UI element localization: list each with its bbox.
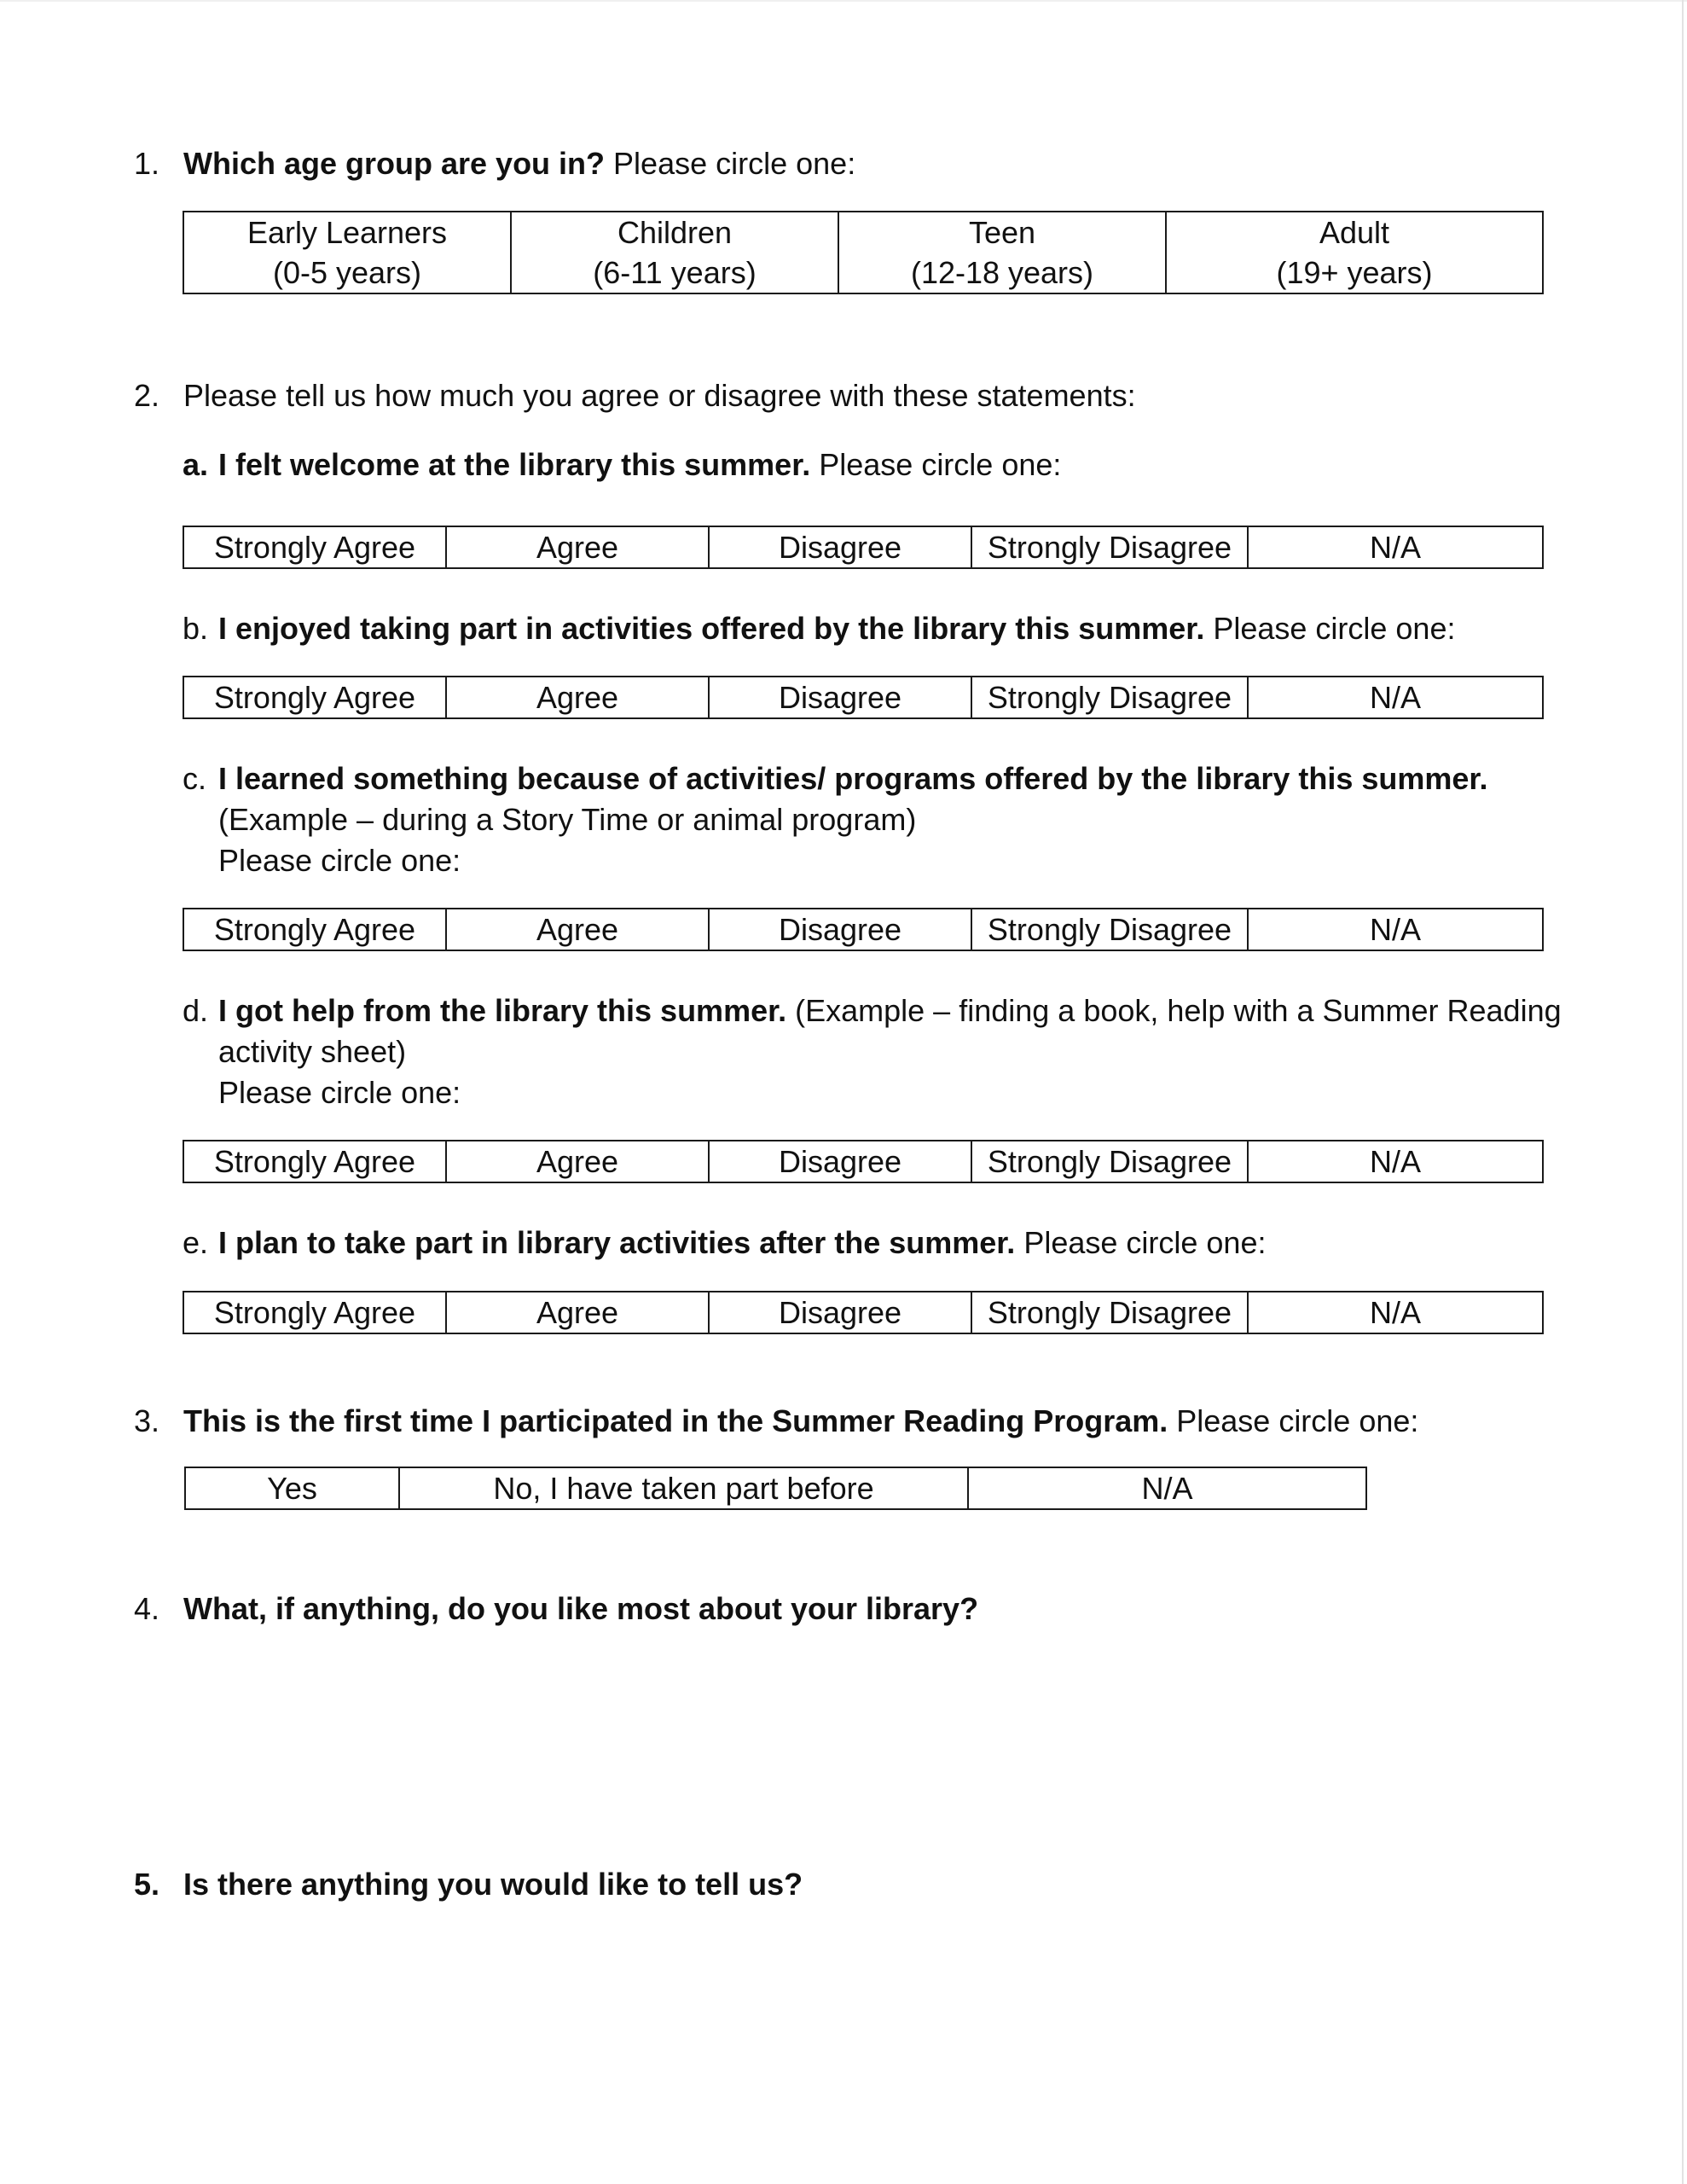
option-yes[interactable]: Yes	[185, 1467, 399, 1509]
option-disagree[interactable]: Disagree	[709, 909, 971, 950]
question-1-number: 1.	[134, 146, 160, 181]
option-strongly-disagree[interactable]: Strongly Disagree	[971, 1141, 1248, 1182]
statement-d-example: (Example – finding a book, help with a Summer Reading	[786, 993, 1562, 1028]
age-option-range: (19+ years)	[1276, 255, 1433, 290]
statement-d-instruction: Please circle one:	[218, 1075, 461, 1110]
page-right-edge	[1682, 0, 1684, 2184]
statement-b	[183, 608, 1455, 649]
question-2	[134, 375, 1136, 416]
option-na[interactable]: N/A	[1248, 909, 1543, 950]
question-3-number: 3.	[134, 1403, 160, 1438]
option-strongly-disagree[interactable]: Strongly Disagree	[971, 909, 1248, 950]
statement-d	[183, 990, 1562, 1031]
age-option-early-learners[interactable]	[183, 212, 511, 293]
option-na[interactable]: N/A	[1248, 1141, 1543, 1182]
statement-e	[183, 1223, 1266, 1263]
option-strongly-agree[interactable]: Strongly Agree	[183, 1141, 446, 1182]
question-5	[134, 1864, 803, 1905]
option-strongly-agree[interactable]: Strongly Agree	[183, 526, 446, 568]
statement-c-bold: I learned something because of activities/ programs offered by the library this summer.	[218, 761, 1488, 796]
statement-b-letter: b.	[183, 611, 209, 646]
age-option-adult[interactable]	[1166, 212, 1543, 293]
statement-a-bold: I felt welcome at the library this summer.	[218, 447, 811, 482]
option-strongly-disagree[interactable]: Strongly Disagree	[971, 1292, 1248, 1333]
age-option-children[interactable]	[511, 212, 838, 293]
statement-d-example-cont: activity sheet)	[218, 1034, 407, 1069]
age-option-range: (0-5 years)	[272, 255, 422, 290]
likert-options-c	[183, 908, 1544, 951]
question-4-number: 4.	[134, 1591, 160, 1626]
option-disagree[interactable]: Disagree	[709, 1141, 971, 1182]
option-strongly-disagree[interactable]: Strongly Disagree	[971, 526, 1248, 568]
statement-d-bold: I got help from the library this summer.	[218, 993, 787, 1028]
option-na[interactable]: N/A	[1248, 526, 1543, 568]
likert-options-e	[183, 1291, 1544, 1334]
option-strongly-disagree[interactable]: Strongly Disagree	[971, 677, 1248, 718]
option-strongly-agree[interactable]: Strongly Agree	[183, 677, 446, 718]
likert-options-d	[183, 1140, 1544, 1183]
option-agree[interactable]: Agree	[446, 1141, 709, 1182]
option-disagree[interactable]: Disagree	[709, 1292, 971, 1333]
age-option-range: (6-11 years)	[593, 255, 757, 290]
question-4-bold: What, if anything, do you like most about your library?	[183, 1591, 979, 1626]
statement-b-instruction: Please circle one:	[1204, 611, 1456, 646]
statement-a-letter: a.	[183, 447, 209, 482]
statement-c-example: (Example – during a Story Time or animal program)	[218, 802, 917, 837]
statement-c-instruction: Please circle one:	[218, 843, 461, 878]
age-group-options	[183, 211, 1544, 294]
question-1-instruction: Please circle one:	[605, 146, 856, 181]
age-option-label: Teen	[968, 215, 1036, 250]
option-disagree[interactable]: Disagree	[709, 677, 971, 718]
option-agree[interactable]: Agree	[446, 526, 709, 568]
question-2-number: 2.	[134, 378, 160, 413]
option-na[interactable]: N/A	[1248, 1292, 1543, 1333]
age-option-teen[interactable]	[838, 212, 1166, 293]
age-option-label: Children	[617, 215, 733, 250]
option-disagree[interactable]: Disagree	[709, 526, 971, 568]
statement-c	[183, 758, 1487, 799]
statement-e-instruction: Please circle one:	[1015, 1225, 1267, 1260]
question-5-bold: Is there anything you would like to tell us?	[183, 1867, 803, 1902]
option-strongly-agree[interactable]: Strongly Agree	[183, 909, 446, 950]
question-3	[134, 1401, 1418, 1442]
statement-e-bold: I plan to take part in library activities after the summer.	[218, 1225, 1016, 1260]
option-na[interactable]: N/A	[1248, 677, 1543, 718]
first-time-options	[184, 1467, 1367, 1510]
question-3-bold: This is the first time I participated in the Summer Reading Program.	[183, 1403, 1168, 1438]
option-agree[interactable]: Agree	[446, 677, 709, 718]
option-taken-part-before[interactable]: No, I have taken part before	[399, 1467, 968, 1509]
question-2-text: Please tell us how much you agree or disagree with these statements:	[183, 378, 1136, 413]
age-option-label: Adult	[1319, 215, 1390, 250]
statement-a	[183, 444, 1061, 485]
option-na[interactable]: N/A	[968, 1467, 1366, 1509]
statement-e-letter: e.	[183, 1225, 209, 1260]
statement-d-letter: d.	[183, 993, 209, 1028]
question-1-bold: Which age group are you in?	[183, 146, 606, 181]
statement-a-instruction: Please circle one:	[810, 447, 1062, 482]
likert-options-b	[183, 676, 1544, 719]
question-3-instruction: Please circle one:	[1168, 1403, 1419, 1438]
question-4	[134, 1589, 978, 1629]
page-top-edge	[0, 0, 1687, 2]
option-agree[interactable]: Agree	[446, 1292, 709, 1333]
question-5-number: 5.	[134, 1867, 160, 1902]
statement-b-bold: I enjoyed taking part in activities offered by the library this summer.	[218, 611, 1205, 646]
option-strongly-agree[interactable]: Strongly Agree	[183, 1292, 446, 1333]
likert-options-a	[183, 526, 1544, 569]
age-option-label: Early Learners	[246, 215, 448, 250]
question-1	[134, 143, 855, 184]
option-agree[interactable]: Agree	[446, 909, 709, 950]
age-option-range: (12-18 years)	[910, 255, 1094, 290]
statement-c-letter: c.	[183, 761, 207, 796]
